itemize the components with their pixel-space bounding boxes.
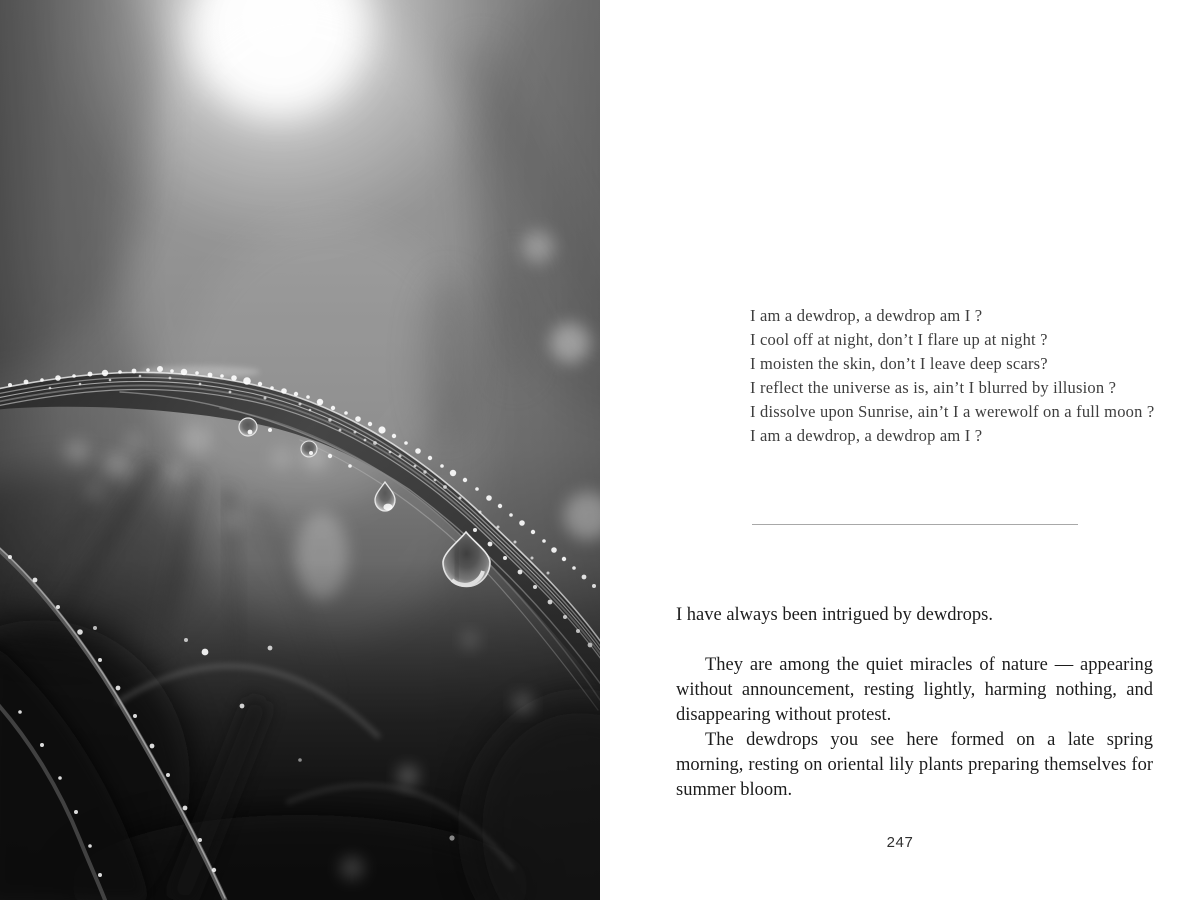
section-divider xyxy=(752,524,1078,525)
paragraph: I have always been intrigued by dewdrops. xyxy=(676,605,993,625)
poem-line: I cool off at night, don’t I flare up at night ? xyxy=(750,330,1048,349)
page-number: 247 xyxy=(886,834,914,851)
poem-line: I dissolve upon Sunrise, ain’t I a werewolf on a full moon ? xyxy=(750,402,1155,421)
text-page xyxy=(600,0,1200,900)
prose-block xyxy=(676,603,1153,803)
poem-line: I reflect the universe as is, ain’t I blurred by illusion ? xyxy=(750,378,1117,397)
poem-block xyxy=(750,304,1154,448)
paragraph: The dewdrops you see here formed on a late spring morning, resting on oriental lily plants preparing themselves for summer bloom. xyxy=(676,730,1153,800)
poem-line: I moisten the skin, don’t I leave deep scars? xyxy=(750,354,1048,373)
poem-line: I am a dewdrop, a dewdrop am I ? xyxy=(750,426,983,445)
paragraph: They are among the quiet miracles of nature — appearing without announcement, resting lightly, harming nothing, and disappearing without protest. xyxy=(676,655,1153,725)
poem-line: I am a dewdrop, a dewdrop am I ? xyxy=(750,306,983,325)
